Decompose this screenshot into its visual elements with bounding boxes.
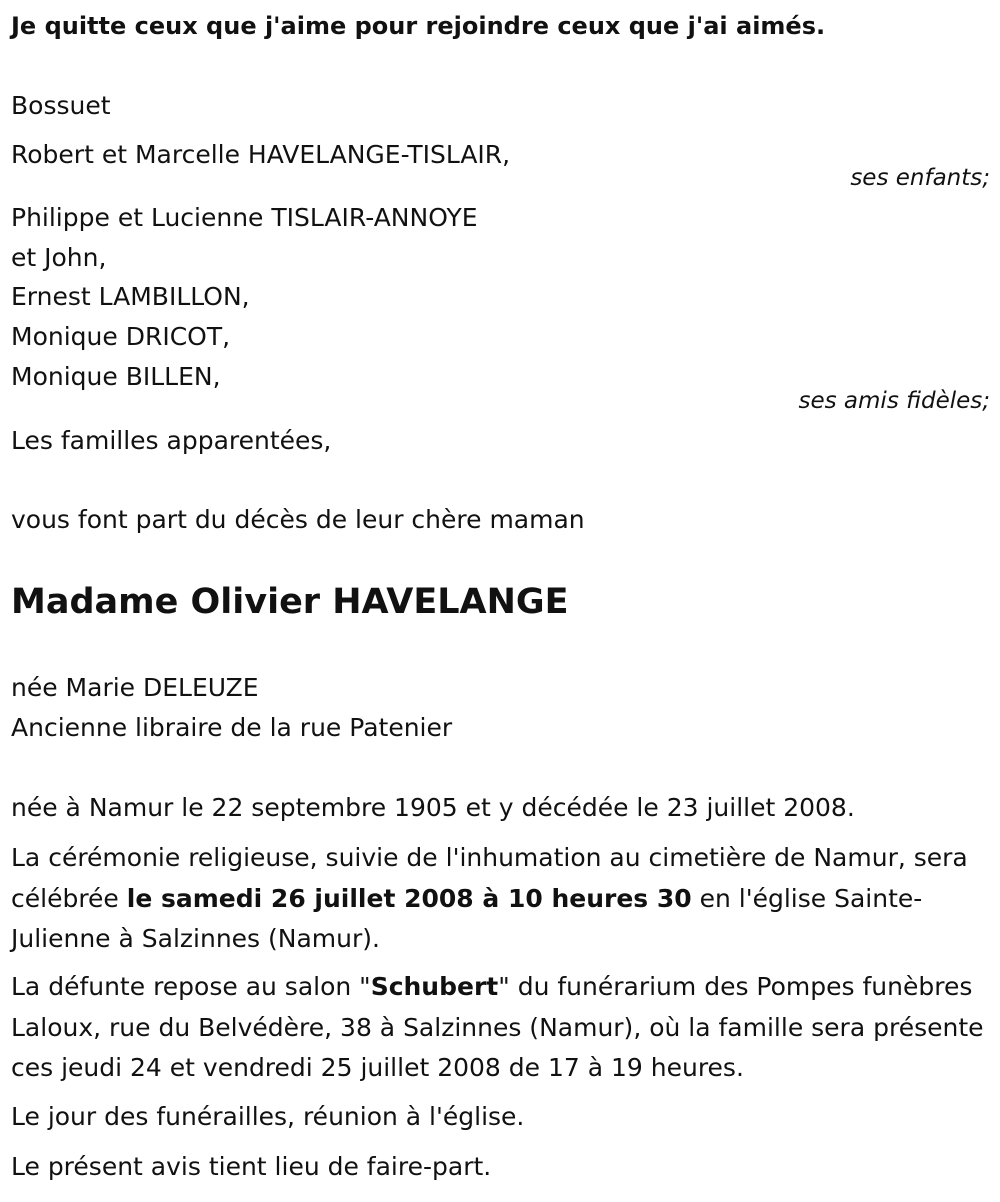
deceased-name: Madame Olivier HAVELANGE	[11, 582, 569, 622]
ceremony-paragraph	[11, 838, 991, 960]
children-line: Robert et Marcelle HAVELANGE-TISLAIR,	[11, 140, 511, 169]
announcement: vous font part du décès de leur chère maman	[11, 505, 585, 534]
visitation-paragraph	[11, 967, 991, 1089]
epigraph-author: Bossuet	[11, 91, 111, 120]
notice-line: Le présent avis tient lieu de faire-part.	[11, 1152, 492, 1181]
friend-line: Ernest LAMBILLON,	[11, 282, 250, 311]
meeting-line: Le jour des funérailles, réunion à l'église.	[11, 1102, 525, 1131]
visitation-text: La défunte repose au salon "	[11, 972, 371, 1001]
friend-line: Monique BILLEN,	[11, 362, 221, 391]
maiden-name: née Marie DELEUZE	[11, 673, 259, 702]
ceremony-location: en l'église Sainte-Julienne à Salzinnes (Namur).	[11, 883, 923, 953]
occupation: Ancienne libraire de la rue Patenier	[11, 713, 453, 742]
friends-label: ses amis fidèles;	[798, 388, 990, 414]
friend-line: Philippe et Lucienne TISLAIR-ANNOYE	[11, 203, 478, 232]
epigraph: Je quitte ceux que j'aime pour rejoindre ceux que j'ai aimés.	[11, 12, 826, 40]
visitation-details: " du funérarium des Pompes funèbres Laloux, rue du Belvédère, 38 à Salzinnes (Namur), où la famille sera présente ces jeudi 24 et vendredi 25 juillet 2008 de 17 à 19 heures.	[11, 972, 984, 1082]
ceremony-text: La cérémonie religieuse, suivie de l'inhumation au cimetière de Namur, sera célébrée	[11, 843, 968, 913]
friend-line: Monique DRICOT,	[11, 322, 231, 351]
children-label: ses enfants;	[850, 165, 990, 191]
salon-name: Schubert	[370, 972, 499, 1001]
ceremony-date: le samedi 26 juillet 2008 à 10 heures 30	[126, 883, 692, 913]
birth-death: née à Namur le 22 septembre 1905 et y décédée le 23 juillet 2008.	[11, 793, 855, 822]
friend-line: et John,	[11, 243, 107, 272]
families-line: Les familles apparentées,	[11, 426, 332, 455]
